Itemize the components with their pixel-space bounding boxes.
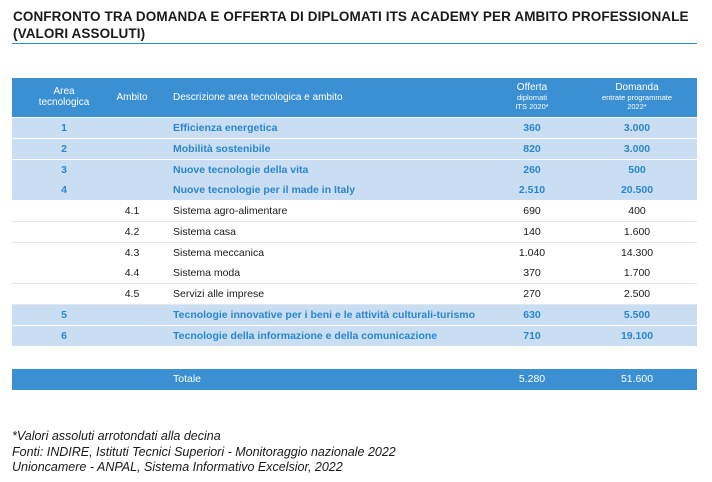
- footnote-source-1: Fonti: INDIRE, Istituti Tecnici Superiori - Monitoraggio nazionale 2022: [12, 444, 396, 459]
- footnote-rounding: *Valori assoluti arrotondati alla decina: [12, 429, 221, 443]
- cell-domanda: 5.500: [623, 308, 651, 321]
- table-row: [12, 118, 697, 139]
- table-row: [12, 263, 697, 284]
- document-title: [13, 8, 703, 42]
- cell-domanda: 1.600: [623, 225, 651, 238]
- cell-descrizione: Tecnologie della informazione e della comunicazione: [173, 329, 438, 342]
- table-row: [12, 305, 697, 326]
- table-row: [12, 180, 697, 201]
- cell-area: 6: [61, 329, 67, 342]
- header-domanda-sub2: 2022*: [627, 102, 647, 111]
- footnote-source-2: Unioncamere - ANPAL, Sistema Informativo Excelsior, 2022: [12, 460, 343, 474]
- cell-offerta: 1.040: [518, 246, 546, 259]
- cell-area: 5: [61, 308, 67, 321]
- table-row: [12, 243, 697, 264]
- total-domanda: 51.600: [620, 373, 654, 385]
- cell-offerta: 710: [523, 329, 541, 342]
- table-row: [12, 284, 697, 305]
- cell-descrizione: Sistema meccanica: [173, 246, 265, 259]
- cell-area: 2: [61, 142, 67, 155]
- cell-offerta: 260: [523, 163, 541, 176]
- cell-descrizione: Nuove tecnologie della vita: [173, 163, 309, 176]
- table-header: [12, 78, 697, 117]
- cell-offerta: 2.510: [518, 184, 546, 197]
- cell-ambito: 4.1: [124, 205, 140, 217]
- cell-domanda: 19.100: [620, 329, 654, 342]
- cell-descrizione: Nuove tecnologie per il made in Italy: [173, 184, 356, 197]
- cell-offerta: 370: [523, 267, 541, 280]
- cell-area: 3: [61, 163, 67, 176]
- header-area-line2: tecnologica: [38, 97, 90, 108]
- cell-descrizione: Sistema casa: [173, 225, 237, 238]
- header-domanda-label: Domanda: [615, 82, 659, 93]
- footnotes: [12, 429, 396, 476]
- header-area: [12, 86, 116, 108]
- header-area-line1: Area: [53, 86, 75, 97]
- cell-ambito: 4.5: [124, 288, 140, 300]
- cell-descrizione: Sistema moda: [173, 267, 241, 280]
- cell-area: 4: [61, 184, 67, 197]
- header-offerta-sub1: diplomati: [516, 93, 547, 102]
- header-offerta-label: Offerta: [516, 82, 548, 93]
- cell-domanda: 14.300: [620, 246, 654, 259]
- table-row: [12, 326, 697, 347]
- table-row: [12, 139, 697, 160]
- title-line-2: (VALORI ASSOLUTI): [13, 26, 146, 41]
- title-divider: [12, 43, 697, 44]
- table-row: [12, 201, 697, 222]
- total-label: Totale: [173, 373, 202, 385]
- header-ambito: Ambito: [116, 92, 148, 103]
- cell-offerta: 690: [523, 205, 541, 217]
- cell-descrizione: Sistema agro-alimentare: [173, 205, 288, 217]
- cell-descrizione: Servizi alle imprese: [173, 288, 265, 300]
- header-domanda: [596, 82, 678, 111]
- cell-domanda: 3.000: [623, 122, 651, 134]
- cell-domanda: 400: [628, 205, 646, 217]
- cell-descrizione: Efficienza energetica: [173, 122, 278, 134]
- cell-ambito: 4.2: [124, 225, 140, 238]
- cell-domanda: 500: [628, 163, 646, 176]
- title-line-1: CONFRONTO TRA DOMANDA E OFFERTA DI DIPLOMATI ITS ACADEMY PER AMBITO PROFESSIONALE: [13, 9, 689, 24]
- cell-descrizione: Tecnologie innovative per i beni e le attività culturali-turismo: [173, 308, 476, 321]
- cell-offerta: 820: [523, 142, 541, 155]
- header-offerta: [502, 82, 562, 111]
- cell-domanda: 3.000: [623, 142, 651, 155]
- cell-domanda: 20.500: [620, 184, 654, 197]
- header-offerta-sub2: ITS 2020*: [515, 102, 549, 111]
- cell-domanda: 2.500: [623, 288, 651, 300]
- table-row: [12, 160, 697, 181]
- header-descrizione: Descrizione area tecnologica e ambito: [173, 92, 343, 103]
- cell-offerta: 270: [523, 288, 541, 300]
- cell-ambito: 4.3: [124, 246, 140, 259]
- cell-domanda: 1.700: [623, 267, 651, 280]
- total-offerta: 5.280: [518, 373, 546, 385]
- cell-offerta: 360: [523, 122, 541, 134]
- total-row: [12, 369, 697, 390]
- cell-area: 1: [61, 122, 67, 134]
- cell-ambito: 4.4: [124, 267, 140, 280]
- table-row: [12, 222, 697, 243]
- cell-descrizione: Mobilità sostenibile: [173, 142, 271, 155]
- cell-offerta: 630: [523, 308, 541, 321]
- cell-offerta: 140: [523, 225, 541, 238]
- header-domanda-sub1: entrate programmate: [601, 93, 673, 102]
